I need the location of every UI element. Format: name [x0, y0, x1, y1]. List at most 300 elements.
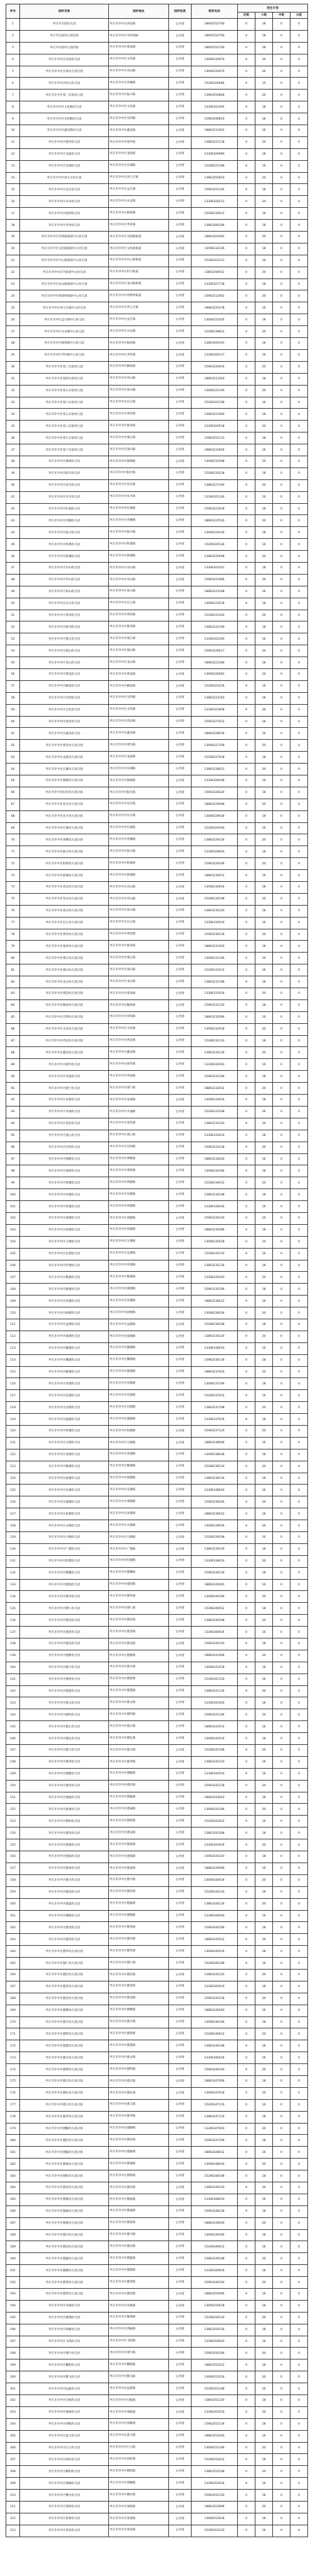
- cell-large: 0: [290, 19, 308, 31]
- cell-name: 枣庄市市中区永安幼儿园: [20, 196, 109, 208]
- cell-address: 枣庄市市中区德俭路: [109, 2135, 169, 2147]
- cell-phone: 18863235006: [192, 1224, 238, 1236]
- table-row: [6, 385, 308, 397]
- cell-name: 枣庄市市中区启明幼儿园: [20, 1142, 109, 1153]
- cell-address: 枣庄市市中区佳德路: [109, 1390, 169, 1402]
- cell-total: 0: [238, 2099, 255, 2111]
- cell-total: 0: [238, 19, 255, 31]
- cell-total: 0: [238, 1780, 255, 1792]
- cell-address: 枣庄市市中区珠江路: [109, 633, 169, 645]
- cell-large: 0: [290, 1910, 308, 1922]
- cell-nature: 公办园: [169, 1165, 192, 1177]
- cell-phone: 13863220508: [192, 551, 238, 563]
- cell-name: 枣庄市市中区蓝天幼儿园: [20, 2430, 109, 2442]
- cell-name: 枣庄市市中区永德幼儿园: [20, 1520, 109, 1532]
- cell-name: 枣庄市市中区实验幼儿园分园: [20, 66, 109, 78]
- cell-no: 130: [6, 1543, 20, 1555]
- cell-total: 0: [238, 870, 255, 882]
- table-row: [6, 2466, 308, 2478]
- cell-small: 16: [255, 917, 273, 929]
- cell-mid: 0: [273, 409, 290, 421]
- cell-address: 枣庄市市中区幸福路: [109, 1106, 169, 1118]
- cell-phone: 18863249020: [192, 2217, 238, 2229]
- cell-phone: 13006240106: [192, 1591, 238, 1603]
- cell-nature: 公办园: [169, 2300, 192, 2312]
- cell-phone: 13863245120: [192, 1969, 238, 1981]
- table-row: [6, 468, 308, 479]
- table-row: [6, 1674, 308, 1685]
- cell-phone: 15963221006: [192, 574, 238, 586]
- table-row: [6, 621, 308, 633]
- cell-mid: 0: [273, 1059, 290, 1071]
- cell-large: 0: [290, 2028, 308, 2040]
- cell-large: 0: [290, 66, 308, 78]
- cell-phone: 15963249120: [192, 2277, 238, 2289]
- cell-mid: 0: [273, 1035, 290, 1047]
- cell-nature: 公办园: [169, 1567, 192, 1579]
- cell-address: 枣庄市市中区青檀路: [109, 515, 169, 527]
- cell-address: 枣庄市市中区光明路: [109, 692, 169, 704]
- cell-no: 27: [6, 326, 20, 338]
- cell-address: 枣庄市市中区育德路: [109, 1296, 169, 1307]
- cell-mid: 0: [273, 976, 290, 988]
- cell-address: 枣庄市市中区德智路: [109, 2028, 169, 2040]
- cell-total: 0: [238, 1390, 255, 1402]
- cell-small: 18: [255, 976, 273, 988]
- cell-total: 0: [238, 1331, 255, 1342]
- cell-total: 0: [238, 692, 255, 704]
- cell-nature: 公办园: [169, 30, 192, 42]
- cell-phone: 18863228016: [192, 728, 238, 740]
- cell-small: 18: [255, 1638, 273, 1650]
- cell-mid: 0: [273, 704, 290, 716]
- cell-no: 103: [6, 1224, 20, 1236]
- cell-nature: 公办园: [169, 503, 192, 515]
- cell-name: 枣庄市市中区立德幼儿园: [20, 1236, 109, 1248]
- cell-name: 枣庄市市中区晨曦幼儿园: [20, 2478, 109, 2490]
- cell-total: 0: [238, 964, 255, 976]
- table-row: [6, 1662, 308, 1674]
- cell-total: 0: [238, 941, 255, 953]
- cell-nature: 公办园: [169, 882, 192, 894]
- cell-address: 枣庄市市中区德泰路: [109, 1863, 169, 1874]
- cell-total: 0: [238, 1627, 255, 1638]
- cell-phone: 15206349012: [192, 2241, 238, 2253]
- cell-large: 0: [290, 2277, 308, 2289]
- cell-mid: 0: [273, 941, 290, 953]
- cell-name: 枣庄市市中区凤凰幼儿园: [20, 2300, 109, 2312]
- cell-total: 0: [238, 468, 255, 479]
- cell-total: 0: [238, 1402, 255, 1414]
- cell-large: 0: [290, 2502, 308, 2513]
- table-row: [6, 1709, 308, 1721]
- cell-no: 56: [6, 668, 20, 680]
- cell-phone: 18905252700: [192, 30, 238, 42]
- cell-name: 枣庄市市中区德明幼儿园: [20, 1709, 109, 1721]
- table-row: [6, 551, 308, 563]
- cell-small: 20: [255, 953, 273, 964]
- cell-no: 48: [6, 574, 20, 586]
- cell-total: 0: [238, 172, 255, 184]
- cell-no: 193: [6, 2289, 20, 2301]
- cell-phone: 18863242012: [192, 1721, 238, 1733]
- cell-no: 169: [6, 2005, 20, 2016]
- cell-nature: 公办园: [169, 1756, 192, 1768]
- cell-mid: 0: [273, 1804, 290, 1816]
- cell-no: 182: [6, 2159, 20, 2170]
- cell-address: 枣庄市市中区君山路: [109, 562, 169, 574]
- cell-mid: 0: [273, 1201, 290, 1213]
- cell-name: 枣庄市市中区安德幼儿园: [20, 1485, 109, 1496]
- cell-large: 0: [290, 2300, 308, 2312]
- cell-address: 枣庄市市中区振兴路: [109, 846, 169, 858]
- cell-nature: 公办园: [169, 232, 192, 243]
- cell-address: 枣庄市市中区飞鸿路: [109, 2336, 169, 2348]
- cell-mid: 0: [273, 2075, 290, 2087]
- cell-phone: 18863252020: [192, 2430, 238, 2442]
- cell-mid: 0: [273, 255, 290, 267]
- table-row: [6, 42, 308, 54]
- cell-phone: 13963280106: [192, 220, 238, 232]
- cell-name: 枣庄市市中区华山幼儿园分园: [20, 893, 109, 905]
- cell-phone: 18863246020: [192, 2005, 238, 2016]
- cell-large: 0: [290, 2111, 308, 2123]
- cell-phone: 13006222109: [192, 385, 238, 397]
- cell-nature: 公办园: [169, 728, 192, 740]
- cell-large: 0: [290, 349, 308, 361]
- cell-phone: 18863231020: [192, 941, 238, 953]
- table-row: [6, 1615, 308, 1627]
- cell-no: 194: [6, 2300, 20, 2312]
- cell-nature: 公办园: [169, 787, 192, 799]
- cell-large: 0: [290, 704, 308, 716]
- cell-large: 0: [290, 740, 308, 752]
- table-row: [6, 882, 308, 894]
- cell-small: 18: [255, 432, 273, 444]
- cell-total: 0: [238, 834, 255, 846]
- table-row: [6, 1520, 308, 1532]
- cell-total: 0: [238, 113, 255, 125]
- cell-address: 枣庄市市中区龙山路: [109, 976, 169, 988]
- cell-phone: 15206331012: [192, 964, 238, 976]
- cell-mid: 0: [273, 2277, 290, 2289]
- cell-large: 0: [290, 184, 308, 196]
- table-row: [6, 1461, 308, 1473]
- table-row: [6, 1627, 308, 1638]
- cell-phone: 18905252700: [192, 42, 238, 54]
- table-row: [6, 964, 308, 976]
- cell-large: 0: [290, 1142, 308, 1153]
- cell-large: 0: [290, 302, 308, 314]
- cell-nature: 公办园: [169, 539, 192, 551]
- cell-mid: 0: [273, 2028, 290, 2040]
- cell-phone: 13306342010: [192, 1768, 238, 1780]
- cell-address: 枣庄市市中区广德路: [109, 1543, 169, 1555]
- cell-phone: 13306348010: [192, 2194, 238, 2205]
- cell-small: 20: [255, 290, 273, 302]
- cell-no: 210: [6, 2490, 20, 2502]
- cell-nature: 公办园: [169, 1697, 192, 1709]
- cell-mid: 0: [273, 361, 290, 373]
- cell-name: 枣庄市市中区尚德幼儿园: [20, 1224, 109, 1236]
- cell-phone: 13863248120: [192, 2182, 238, 2194]
- cell-no: 8: [6, 101, 20, 113]
- cell-total: 0: [238, 2442, 255, 2454]
- cell-large: 0: [290, 574, 308, 586]
- table-row: [6, 479, 308, 491]
- cell-mid: 0: [273, 1638, 290, 1650]
- cell-small: 20: [255, 834, 273, 846]
- cell-phone: 18863237020: [192, 1366, 238, 1378]
- cell-total: 0: [238, 1296, 255, 1307]
- cell-phone: 15266240012: [192, 1603, 238, 1615]
- cell-address: 枣庄市市中区德华路: [109, 1946, 169, 1958]
- cell-total: 0: [238, 385, 255, 397]
- cell-mid: 0: [273, 2099, 290, 2111]
- cell-total: 0: [238, 290, 255, 302]
- cell-address: 枣庄市市中区凤凰路: [109, 2300, 169, 2312]
- cell-large: 0: [290, 2395, 308, 2407]
- cell-address: 枣庄市市中区华庭路: [109, 1071, 169, 1083]
- cell-mid: 0: [273, 2005, 290, 2016]
- cell-name: 枣庄市市中区星光幼儿园分园: [20, 799, 109, 810]
- cell-total: 0: [238, 1603, 255, 1615]
- cell-nature: 公办园: [169, 326, 192, 338]
- cell-total: 0: [238, 668, 255, 680]
- cell-name: 枣庄市市中区德勤幼儿园: [20, 1768, 109, 1780]
- cell-total: 0: [238, 680, 255, 692]
- cell-name: 枣庄市市中区龙山路街道中心幼儿园: [20, 279, 109, 290]
- cell-small: 16: [255, 1863, 273, 1874]
- cell-nature: 公办园: [169, 893, 192, 905]
- cell-name: 枣庄市市中区第十实验幼儿园: [20, 444, 109, 456]
- cell-name: 枣庄市市中区德毅幼儿园: [20, 1792, 109, 1804]
- cell-nature: 公办园: [169, 1958, 192, 1970]
- cell-nature: 公办园: [169, 1496, 192, 1508]
- cell-phone: 13006248016: [192, 2159, 238, 2170]
- cell-total: 0: [238, 373, 255, 385]
- table-row: [6, 361, 308, 373]
- cell-mid: 0: [273, 2525, 290, 2537]
- cell-total: 0: [238, 1745, 255, 1757]
- cell-total: 0: [238, 1212, 255, 1224]
- cell-large: 0: [290, 2289, 308, 2301]
- cell-address: 枣庄市市中区德馨路: [109, 1567, 169, 1579]
- cell-total: 0: [238, 220, 255, 232]
- cell-no: 88: [6, 1047, 20, 1059]
- cell-nature: 公办园: [169, 409, 192, 421]
- cell-name: 枣庄市市中区第八实验幼儿园: [20, 421, 109, 432]
- cell-nature: 公办园: [169, 1425, 192, 1437]
- cell-small: 16: [255, 2430, 273, 2442]
- cell-no: 36: [6, 432, 20, 444]
- table-row: [6, 527, 308, 539]
- cell-name: 枣庄市市中区馨德幼儿园: [20, 1354, 109, 1366]
- cell-no: 128: [6, 1520, 20, 1532]
- cell-address: 枣庄市市中区建设路: [109, 988, 169, 1000]
- cell-total: 0: [238, 2289, 255, 2301]
- cell-address: 枣庄市市中区振兴路: [109, 527, 169, 539]
- cell-phone: 13863244116: [192, 1898, 238, 1910]
- cell-small: 20: [255, 1236, 273, 1248]
- cell-large: 0: [290, 764, 308, 775]
- cell-total: 0: [238, 2147, 255, 2159]
- cell-no: 83: [6, 988, 20, 1000]
- cell-large: 0: [290, 1638, 308, 1650]
- cell-name: 枣庄市市中区恒德幼儿园: [20, 1555, 109, 1567]
- cell-no: 77: [6, 917, 20, 929]
- cell-no: 98: [6, 1165, 20, 1177]
- cell-small: 16: [255, 1248, 273, 1260]
- header-nature: 园所性质: [169, 4, 192, 19]
- cell-small: 18: [255, 598, 273, 610]
- cell-phone: 13006220316: [192, 527, 238, 539]
- cell-address: 枣庄市市中区德毅路: [109, 2147, 169, 2159]
- cell-mid: 0: [273, 1922, 290, 1934]
- cell-no: 94: [6, 1118, 20, 1130]
- table-row: [6, 1212, 308, 1224]
- cell-nature: 公办园: [169, 468, 192, 479]
- cell-no: 58: [6, 692, 20, 704]
- cell-nature: 公办园: [169, 1792, 192, 1804]
- cell-large: 0: [290, 1650, 308, 1662]
- table-row: [6, 267, 308, 279]
- cell-large: 0: [290, 999, 308, 1011]
- cell-nature: 公办园: [169, 1106, 192, 1118]
- cell-phone: 15963212002: [192, 290, 238, 302]
- cell-total: 0: [238, 491, 255, 503]
- cell-large: 0: [290, 1461, 308, 1473]
- table-row: [6, 2454, 308, 2466]
- cell-phone: 13863228021: [192, 764, 238, 775]
- cell-address: 枣庄市市中区德荣路: [109, 1934, 169, 1946]
- cell-mid: 0: [273, 1745, 290, 1757]
- cell-small: 20: [255, 1874, 273, 1886]
- cell-address: 枣庄市市中区德和路: [109, 2170, 169, 2182]
- cell-address: 枣庄市市中区嵩山路: [109, 645, 169, 657]
- cell-small: 20: [255, 2217, 273, 2229]
- cell-large: 0: [290, 953, 308, 964]
- cell-mid: 0: [273, 2064, 290, 2076]
- cell-no: 118: [6, 1402, 20, 1414]
- cell-mid: 0: [273, 491, 290, 503]
- cell-total: 0: [238, 728, 255, 740]
- cell-total: 0: [238, 2052, 255, 2064]
- cell-phone: 15206347110: [192, 2099, 238, 2111]
- cell-small: 16: [255, 2336, 273, 2348]
- cell-address: 枣庄市市中区西昌路: [109, 19, 169, 31]
- cell-total: 0: [238, 1532, 255, 1544]
- cell-large: 0: [290, 1886, 308, 1898]
- cell-small: 16: [255, 1627, 273, 1638]
- cell-nature: 公办园: [169, 279, 192, 290]
- cell-small: 18: [255, 314, 273, 326]
- cell-nature: 公办园: [169, 2135, 192, 2147]
- cell-name: 枣庄市市中区腾飞幼儿园: [20, 2371, 109, 2383]
- table-row: [6, 716, 308, 728]
- cell-nature: 公办园: [169, 1485, 192, 1496]
- cell-nature: 公办园: [169, 2064, 192, 2076]
- cell-total: 0: [238, 89, 255, 101]
- table-row: [6, 2040, 308, 2052]
- cell-large: 0: [290, 1603, 308, 1615]
- cell-no: 15: [6, 184, 20, 196]
- cell-phone: 15963252120: [192, 2490, 238, 2502]
- cell-address: 枣庄市市中区春蕾路: [109, 2513, 169, 2525]
- cell-mid: 0: [273, 1697, 290, 1709]
- cell-large: 0: [290, 1284, 308, 1296]
- cell-mid: 0: [273, 1756, 290, 1768]
- cell-phone: 15206329100: [192, 822, 238, 834]
- table-row: [6, 184, 308, 196]
- cell-address: 枣庄市市中区德雅路: [109, 1650, 169, 1662]
- cell-no: 51: [6, 610, 20, 621]
- cell-nature: 公办园: [169, 220, 192, 232]
- cell-total: 0: [238, 397, 255, 409]
- cell-small: 16: [255, 1296, 273, 1307]
- cell-total: 0: [238, 1106, 255, 1118]
- cell-small: 18: [255, 2075, 273, 2087]
- table-row: [6, 2205, 308, 2217]
- cell-small: 20: [255, 2253, 273, 2265]
- cell-name: 枣庄市市中区德泰幼儿园: [20, 1863, 109, 1874]
- cell-no: 4: [6, 54, 20, 66]
- cell-total: 0: [238, 2253, 255, 2265]
- cell-phone: 13863232116: [192, 1047, 238, 1059]
- cell-name: 枣庄市市中区第二实验幼儿园: [20, 89, 109, 101]
- cell-total: 0: [238, 1272, 255, 1284]
- table-row: [6, 1603, 308, 1615]
- cell-phone: 13006233016: [192, 1095, 238, 1107]
- cell-mid: 0: [273, 101, 290, 113]
- cell-mid: 0: [273, 1272, 290, 1284]
- cell-small: 20: [255, 764, 273, 775]
- cell-large: 0: [290, 409, 308, 421]
- cell-small: 18: [255, 1756, 273, 1768]
- cell-no: 195: [6, 2312, 20, 2324]
- cell-no: 101: [6, 1201, 20, 1213]
- cell-no: 200: [6, 2371, 20, 2383]
- cell-name: 枣庄市市中区翔宇幼儿园: [20, 2348, 109, 2359]
- cell-address: 枣庄市市中区红旗路: [109, 503, 169, 515]
- cell-total: 0: [238, 976, 255, 988]
- table-row: [6, 728, 308, 740]
- cell-address: 枣庄市市中区税郭镇: [109, 208, 169, 220]
- table-row: [6, 1224, 308, 1236]
- cell-no: 19: [6, 232, 20, 243]
- table-row: [6, 1839, 308, 1851]
- table-row: [6, 1284, 308, 1296]
- cell-small: 20: [255, 858, 273, 870]
- cell-name: 枣庄市市中区珠江幼儿园: [20, 633, 109, 645]
- cell-no: 184: [6, 2182, 20, 2194]
- cell-nature: 公办园: [169, 929, 192, 941]
- cell-phone: 13863255810: [192, 172, 238, 184]
- cell-small: 18: [255, 692, 273, 704]
- table-row: [6, 515, 308, 527]
- cell-mid: 0: [273, 279, 290, 290]
- cell-large: 0: [290, 1402, 308, 1414]
- cell-phone: 13306326117: [192, 349, 238, 361]
- cell-phone: 18905252700: [192, 19, 238, 31]
- cell-large: 0: [290, 1106, 308, 1118]
- cell-no: 176: [6, 2087, 20, 2099]
- cell-phone: 13306332020: [192, 1059, 238, 1071]
- cell-mid: 0: [273, 444, 290, 456]
- cell-no: 14: [6, 172, 20, 184]
- cell-total: 0: [238, 1969, 255, 1981]
- cell-name: 枣庄市市中区文化路幼儿园: [20, 101, 109, 113]
